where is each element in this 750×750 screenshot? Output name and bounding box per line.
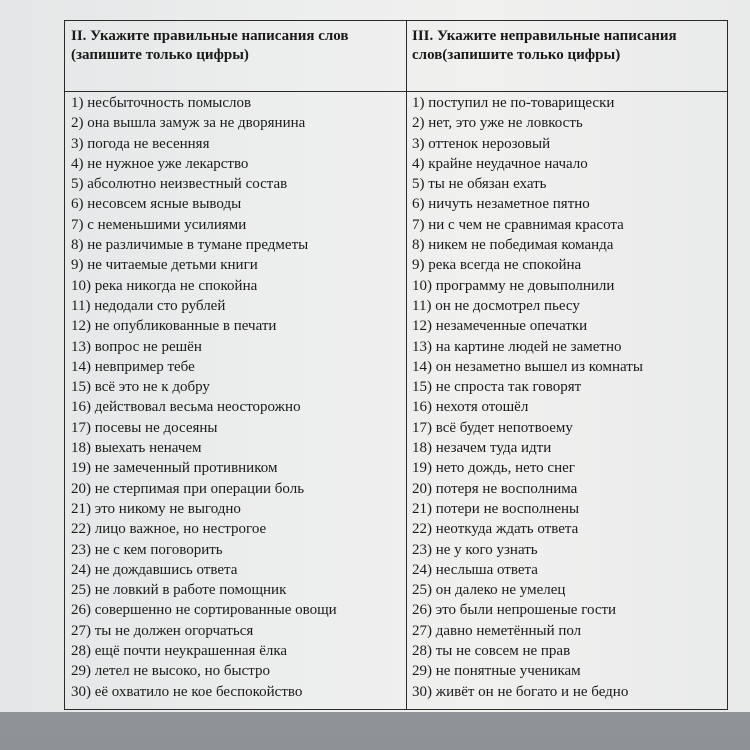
list-item: 19) нето дождь, нето снег xyxy=(412,460,575,477)
list-item: 6) несовсем ясные выводы xyxy=(71,196,242,213)
list-item: 5) абсолютно неизвестный состав xyxy=(71,176,288,193)
list-item: 20) не стерпимая при операции боль xyxy=(71,480,305,497)
list-item: 13) на картине людей не заметно xyxy=(412,338,622,355)
list-item: 25) не ловкий в работе помощник xyxy=(71,582,287,599)
list-item: 28) ты не совсем не прав xyxy=(412,643,571,660)
list-item: 3) оттенок нерозовый xyxy=(412,135,551,152)
list-item: 4) крайне неудачное начало xyxy=(412,155,588,172)
list-item: 27) ты не должен огорчаться xyxy=(71,622,254,639)
list-item: 1) несбыточность помыслов xyxy=(71,95,252,111)
list-item: 25) он далеко не умелец xyxy=(412,582,566,599)
list-item: 28) ещё почти неукрашенная ёлка xyxy=(71,643,288,660)
column-divider xyxy=(406,21,407,709)
list-item: 16) нехотя отошёл xyxy=(412,399,529,416)
list-item: 11) недодали сто рублей xyxy=(71,297,226,314)
list-item: 22) лицо важное, но нестрогое xyxy=(71,521,267,538)
list-item: 21) потери не восполнены xyxy=(412,500,580,517)
list-item: 5) ты не обязан ехать xyxy=(412,176,547,193)
header-divider xyxy=(65,91,727,92)
right-column-header: III. Укажите неправильные написания слов(запишите только цифры) xyxy=(412,28,677,63)
list-item: 7) ни с чем не сравнимая красота xyxy=(412,216,624,233)
list-item: 1) поступил не по-товарищески xyxy=(412,95,615,111)
list-item: 23) не с кем поговорить xyxy=(71,541,223,558)
list-item: 8) не различимые в тумане предметы xyxy=(71,237,309,254)
list-item: 21) это никому не выгодно xyxy=(71,500,241,517)
list-item: 14) невпример тебе xyxy=(71,358,195,375)
list-item: 4) не нужное уже лекарство xyxy=(71,155,249,172)
list-item: 10) река никогда не спокойна xyxy=(71,277,258,294)
list-item: 3) погода не весенняя xyxy=(71,135,210,152)
list-item: 9) река всегда не спокойна xyxy=(412,257,582,274)
list-item: 11) он не досмотрел пьесу xyxy=(412,297,580,314)
list-item: 19) не замеченный противником xyxy=(71,460,278,477)
list-item: 14) он незаметно вышел из комнаты xyxy=(412,358,643,375)
list-item: 15) не спроста так говорят xyxy=(412,379,582,396)
list-item: 16) действовал весьма неосторожно xyxy=(71,399,301,416)
list-item: 9) не читаемые детьми книги xyxy=(71,257,258,274)
list-item: 24) неслыша ответа xyxy=(412,561,538,578)
list-item: 29) летел не высоко, но быстро xyxy=(71,663,270,680)
list-item: 18) незачем туда идти xyxy=(412,440,552,457)
list-item: 20) потеря не восполнима xyxy=(412,480,578,497)
list-item: 30) её охватило не кое беспокойство xyxy=(71,683,303,700)
list-item: 17) посевы не досеяны xyxy=(71,419,218,436)
list-item: 7) с неменьшими усилиями xyxy=(71,216,247,233)
list-item: 24) не дождавшись ответа xyxy=(71,561,238,578)
list-item: 18) выехать неначем xyxy=(71,440,202,457)
list-item: 2) нет, это уже не ловкость xyxy=(412,115,583,132)
left-column-list xyxy=(71,93,405,702)
right-column-list xyxy=(412,93,726,702)
list-item: 2) она вышла замуж за не дворянина xyxy=(71,115,306,132)
list-item: 26) совершенно не сортированные овощи xyxy=(71,602,337,619)
list-item: 22) неоткуда ждать ответа xyxy=(412,521,579,538)
exercise-table xyxy=(64,20,728,710)
list-item: 26) это были непрошеные гости xyxy=(412,602,617,619)
list-item: 12) не опубликованные в печати xyxy=(71,318,277,335)
left-column-header: II. Укажите правильные написания слов (запишите только цифры) xyxy=(71,28,349,63)
list-item: 17) всё будет непотвоему xyxy=(412,419,573,436)
list-item: 10) программу не довыполнили xyxy=(412,277,615,294)
list-item: 6) ничуть незаметное пятно xyxy=(412,196,590,213)
list-item: 30) живёт он не богато и не бедно xyxy=(412,683,629,700)
list-item: 15) всё это не к добру xyxy=(71,379,210,396)
list-item: 23) не у кого узнать xyxy=(412,541,538,558)
list-item: 27) давно неметённый пол xyxy=(412,622,582,639)
list-item: 29) не понятные ученикам xyxy=(412,663,581,680)
list-item: 13) вопрос не решён xyxy=(71,338,202,355)
list-item: 12) незамеченные опечатки xyxy=(412,318,588,335)
list-item: 8) никем не победимая команда xyxy=(412,237,614,254)
